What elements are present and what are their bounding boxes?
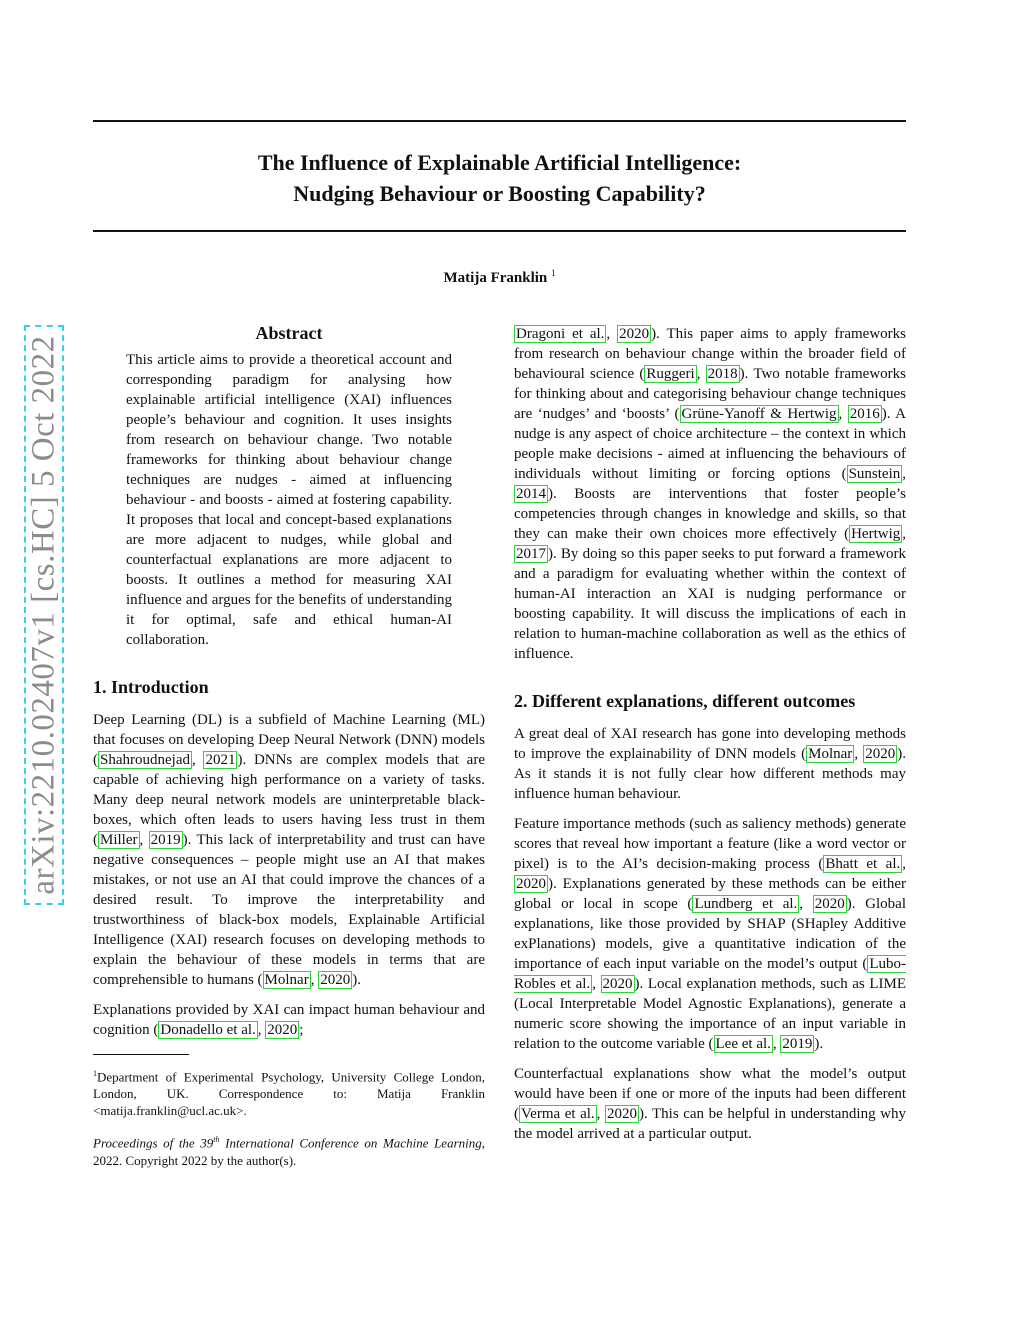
citation-year-link[interactable]: 2020 xyxy=(320,972,351,988)
right-paragraph-2: A great deal of XAI research has gone into developing methods to improve the explainability of DNN models ( Molnar , 2020 ). As it stands it is not fully clear how different methods may influence human behaviour. xyxy=(514,726,907,802)
footnote-rule xyxy=(93,1054,189,1055)
section-1-heading: 1. Introduction xyxy=(93,677,209,697)
citation-link[interactable]: Lundberg et al. xyxy=(694,896,798,912)
citation-link[interactable]: Lubo-Robles et al. xyxy=(514,956,906,992)
arxiv-stamp[interactable] xyxy=(24,325,64,905)
right-column xyxy=(514,324,906,1154)
affiliation-footnote: $^1$Department of Experimental Psychology, University College London, London, UK. Correspondence to: Matija Franklin <matija.franklin@ucl.ac.uk>. xyxy=(93,1069,485,1119)
citation-year-link[interactable]: 2018 xyxy=(707,366,738,382)
citation-year-link[interactable]: 2017 xyxy=(516,546,546,562)
citation-year-link[interactable]: 2014 xyxy=(516,486,546,502)
title-line-2: Nudging Behaviour or Boosting Capability? xyxy=(293,181,706,206)
citation-year-link[interactable]: 2019 xyxy=(782,1036,813,1052)
citation-link[interactable]: Molnar xyxy=(808,746,853,762)
abstract-text: This article aims to provide a theoretical account and corresponding paradigm for analysing how explainable artificial intelligence (XAI) influences people’s behaviour and cognition. It uses insights from research on behaviour change. Two notable frameworks for thinking about behaviour change techniques are nudges - aimed at influencing behaviour - and boosts - aimed at fostering capability. It proposes that local and concept-based explanations are more adjacent to nudges, while global and counterfactual explanations are more adjacent to boosts. It outlines a method for measuring XAI influence and argues for the benefits of understanding it for optimal, safe and ethical human-AI collaboration. xyxy=(126,352,452,648)
citation-link[interactable]: Verma et al. xyxy=(521,1106,595,1122)
citation-year-link[interactable]: 2020 xyxy=(602,976,633,992)
proceedings-note: Proceedings of the 39th International Conference on Machine Learning, 2022. Copyright 2022 by the author(s). xyxy=(93,1135,485,1168)
right-paragraph-4: Counterfactual explanations show what the model’s output would have been if one or more of the inputs had been different ( Verma et al. , 2020 ). This can be helpful in understanding why the model arrived at a particular output. xyxy=(514,1066,906,1142)
arxiv-id[interactable]: arXiv:2210.02407v1 [cs.HC] 5 Oct 2022 xyxy=(25,335,62,895)
footnote-mark: 1 xyxy=(93,1069,97,1078)
section-2-heading: 2. Different explanations, different outcomes xyxy=(514,691,856,711)
left-column xyxy=(93,322,485,1169)
title-top-rule xyxy=(93,120,906,122)
citation-year-link[interactable]: 2021 xyxy=(205,752,236,768)
citation-link[interactable]: Hertwig xyxy=(851,526,901,542)
citation-year-link[interactable]: 2020 xyxy=(814,896,845,912)
citation-year-link[interactable]: 2020 xyxy=(865,746,896,762)
citation-year-link[interactable]: 2020 xyxy=(267,1022,298,1038)
title-line-1: The Influence of Explainable Artificial Intelligence: xyxy=(257,150,742,175)
intro-paragraph-1: Deep Learning (DL) is a subfield of Machine Learning (ML) that focuses on developing Deep Neural Network (DNN) models ( Shahroudnejad , 2021 ). DNNs are complex models that are capable of achieving high performance on a variety of tasks. Many deep neural network models are uninterpretable black-boxes, which often leads to users having less trust in them ( Miller , 2019 ). This lack of interpretability and trust can have negative consequences – people might use an AI that makes mistakes, or not use an AI that could improve the chances of a desired result. To improve the interpretability and trustworthiness of black-box models, Explainable Artificial Intelligence (XAI) research focuses on developing methods to explain the behaviour of these models in terms that are comprehensible to humans ( Molnar , 2020 ). xyxy=(93,712,486,988)
author-line xyxy=(93,268,906,287)
citation-link[interactable]: Dragoni et al. xyxy=(516,326,605,342)
citation-link[interactable]: Grüne-Yanoff & Hertwig xyxy=(681,406,837,422)
citation-year-link[interactable]: 2020 xyxy=(619,326,650,342)
citation-link[interactable]: Lee et al. xyxy=(715,1036,771,1052)
citation-link[interactable]: Miller xyxy=(100,832,138,848)
intro-paragraph-2: Explanations provided by XAI can impact human behaviour and cognition ( Donadello et al. , 2020 ; xyxy=(93,1002,485,1038)
citation-link[interactable]: Sunstein xyxy=(848,466,901,482)
citation-link[interactable]: Bhatt et al. xyxy=(825,856,901,872)
author-name: Matija Franklin xyxy=(443,270,548,286)
title-bottom-rule xyxy=(93,230,906,232)
right-paragraph-1: Dragoni et al. , 2020 ). This paper aims to apply frameworks from research on behaviour change within the broader field of behavioural science ( Ruggeri , 2018 ). Two notable frameworks for thinking about and categorising behaviour change techniques are ‘nudges’ and ‘boosts’ ( Grüne-Yanoff & Hertwig , 2016 ). A nudge is any aspect of choice architecture – the context in which people make decisions - aimed at influencing the behaviours of individuals without limiting or forcing options ( Sunstein , 2014 ). Boosts are interventions that foster people’s competencies through changes in knowledge and skills, so that they can make their own choices more effectively ( Hertwig , 2017 ). By doing so this paper seeks to put forward a framework and a paradigm for evaluating whether within the context of human-AI interaction an XAI is nudging performance or boosting capability. It will discuss the implications of each in relation to human-machine collaboration as well as the ethics of influence. xyxy=(514,326,907,662)
citation-link[interactable]: Donadello et al. xyxy=(160,1022,256,1038)
citation-year-link[interactable]: 2020 xyxy=(606,1106,637,1122)
citation-year-link[interactable]: 2019 xyxy=(150,832,181,848)
citation-link[interactable]: Ruggeri xyxy=(646,366,695,382)
citation-link[interactable]: Molnar xyxy=(264,972,309,988)
citation-year-link[interactable]: 2016 xyxy=(849,406,880,422)
citation-year-link[interactable]: 2020 xyxy=(516,876,546,892)
right-paragraph-3: Feature importance methods (such as saliency methods) generate scores that reveal how important a feature (like a word vector or pixel) is to the AI’s decision-making process ( Bhatt et al. , 2020 ). Explanations generated by these methods can be either global or local in scope ( Lundberg et al. , 2020 ). Global explanations, like those provided by SHAP (SHapley Additive exPlanations) models, give a quantitative indication of the importance of each input variable on the model’s output ( Lubo-Robles et al. , 2020 ). Local explanation methods, such as LIME (Local Interpretable Model Agnostic Explanations), generate a numeric score showing the importance of an input variable in relation to the outcome variable ( Lee et al. , 2019 ). xyxy=(514,816,906,1052)
paper-title xyxy=(93,147,906,209)
abstract-heading: Abstract xyxy=(255,323,323,343)
author-affil-mark: 1 xyxy=(551,268,556,278)
citation-link[interactable]: Shahroudnejad xyxy=(100,752,190,768)
